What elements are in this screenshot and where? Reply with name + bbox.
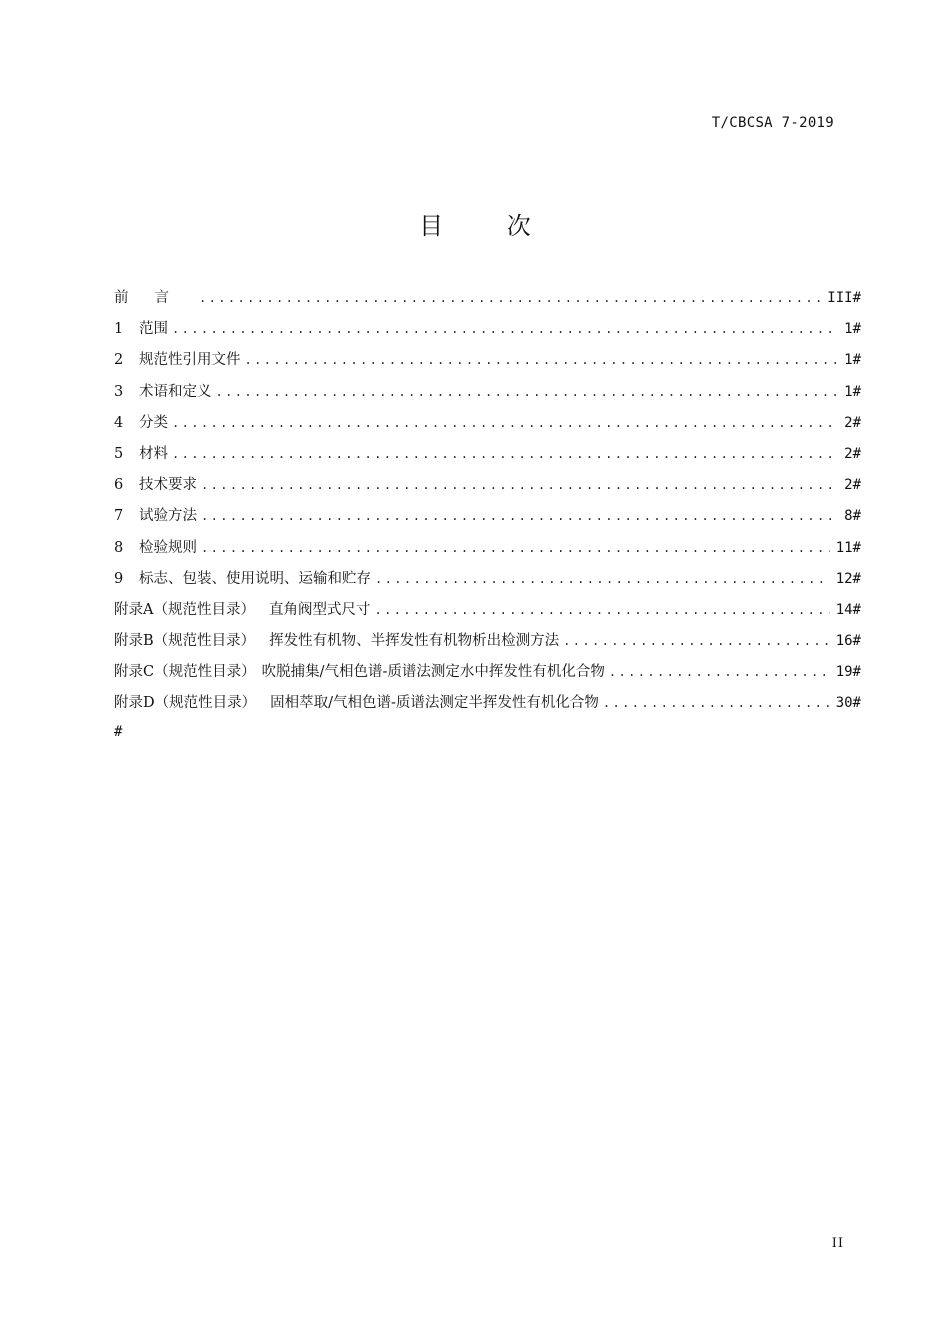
toc-entry-page: 19# [835, 664, 861, 681]
toc-entry-page: 12# [835, 570, 861, 587]
toc-appendix-tag: 附录D（规范性目录） [114, 695, 257, 712]
toc-entry-label: 范围 [139, 321, 168, 338]
toc-entry-number: 8 [114, 539, 124, 556]
toc-entry-number: 6 [114, 477, 124, 494]
toc-entry-page: 30# [835, 695, 861, 712]
toc-entry-number: 9 [114, 570, 124, 587]
toc-entry-page: 1# [844, 321, 861, 338]
toc-entry-label: 固相萃取/气相色谱-质谱法测定半挥发性有机化合物 [270, 695, 599, 712]
toc-appendix-tag: 附录A（规范性目录） [114, 601, 255, 618]
toc-entry-technical-requirements[interactable] [114, 472, 861, 503]
toc-entry-inspection-rules[interactable] [114, 535, 861, 566]
toc-entry-marking-packaging[interactable] [114, 566, 861, 597]
toc-entry-page: 2# [844, 414, 861, 431]
toc-leader-dots [245, 347, 839, 373]
toc-entry-terms-definitions[interactable] [114, 379, 861, 410]
page-title: 目 次 [419, 212, 559, 240]
toc-entry-label: 术语和定义 [139, 383, 212, 400]
toc-entry-page: III# [827, 290, 861, 306]
toc-entry-page: 1# [844, 383, 861, 400]
toc-entry-page: 1# [844, 352, 861, 369]
toc-entry-appendix-a[interactable] [114, 597, 861, 628]
toc-entry-scope[interactable] [114, 316, 861, 347]
toc-entry-label: 规范性引用文件 [139, 352, 241, 369]
toc-entry-materials[interactable] [114, 441, 861, 472]
toc-leader-dots [172, 316, 838, 342]
toc-entry-normative-references[interactable] [114, 347, 861, 378]
toc-leader-dots [609, 659, 830, 685]
toc-entry-page: 8# [844, 508, 861, 525]
toc-leader-dots [201, 472, 838, 498]
toc-entry-label: 直角阀型式尺寸 [268, 601, 371, 618]
toc-entry-label: 技术要求 [139, 477, 197, 494]
standard-code: T/CBCSA 7-2019 [711, 115, 834, 131]
toc-leader-dots [201, 503, 838, 529]
toc-appendix-tag: 附录C（规范性目录） [114, 664, 256, 681]
toc-leader-dots [199, 285, 821, 311]
toc-entry-classification[interactable] [114, 410, 861, 441]
toc-entry-label: 前言 [114, 290, 195, 306]
trailing-mark: # [114, 724, 123, 740]
toc-entry-number: 4 [114, 414, 124, 431]
toc-entry-number: 5 [114, 445, 124, 462]
toc-entry-appendix-c[interactable] [114, 659, 861, 690]
table-of-contents [114, 285, 861, 722]
toc-entry-page: 2# [844, 477, 861, 494]
toc-entry-page: 14# [835, 601, 861, 618]
toc-leader-dots [603, 690, 830, 716]
toc-entry-page: 16# [835, 633, 861, 650]
toc-entry-appendix-d[interactable] [114, 690, 861, 721]
toc-entry-label: 吹脱捕集/气相色谱-质谱法测定水中挥发性有机化合物 [261, 664, 605, 681]
toc-entry-number: 2 [114, 352, 124, 369]
toc-leader-dots [375, 566, 830, 592]
toc-entry-label: 挥发性有机物、半挥发性有机物析出检测方法 [269, 633, 560, 650]
toc-leader-dots [172, 441, 838, 467]
toc-leader-dots [201, 535, 830, 561]
toc-entry-foreword[interactable] [114, 285, 861, 316]
toc-leader-dots [563, 628, 830, 654]
toc-leader-dots [216, 379, 839, 405]
toc-entry-number: 3 [114, 383, 124, 400]
page-number: II [831, 1236, 844, 1251]
toc-entry-label: 试验方法 [139, 508, 197, 525]
toc-entry-label: 标志、包装、使用说明、运输和贮存 [139, 570, 371, 587]
toc-entry-label: 分类 [139, 414, 168, 431]
toc-appendix-tag: 附录B（规范性目录） [114, 633, 256, 650]
toc-entry-number: 1 [114, 321, 124, 338]
toc-entry-label: 检验规则 [139, 539, 197, 556]
toc-entry-number: 7 [114, 508, 124, 525]
toc-entry-label: 材料 [139, 445, 168, 462]
toc-entry-test-methods[interactable] [114, 503, 861, 534]
toc-entry-page: 11# [835, 539, 861, 556]
toc-entry-page: 2# [844, 445, 861, 462]
toc-leader-dots [374, 597, 829, 623]
toc-leader-dots [172, 410, 838, 436]
toc-entry-appendix-b[interactable] [114, 628, 861, 659]
